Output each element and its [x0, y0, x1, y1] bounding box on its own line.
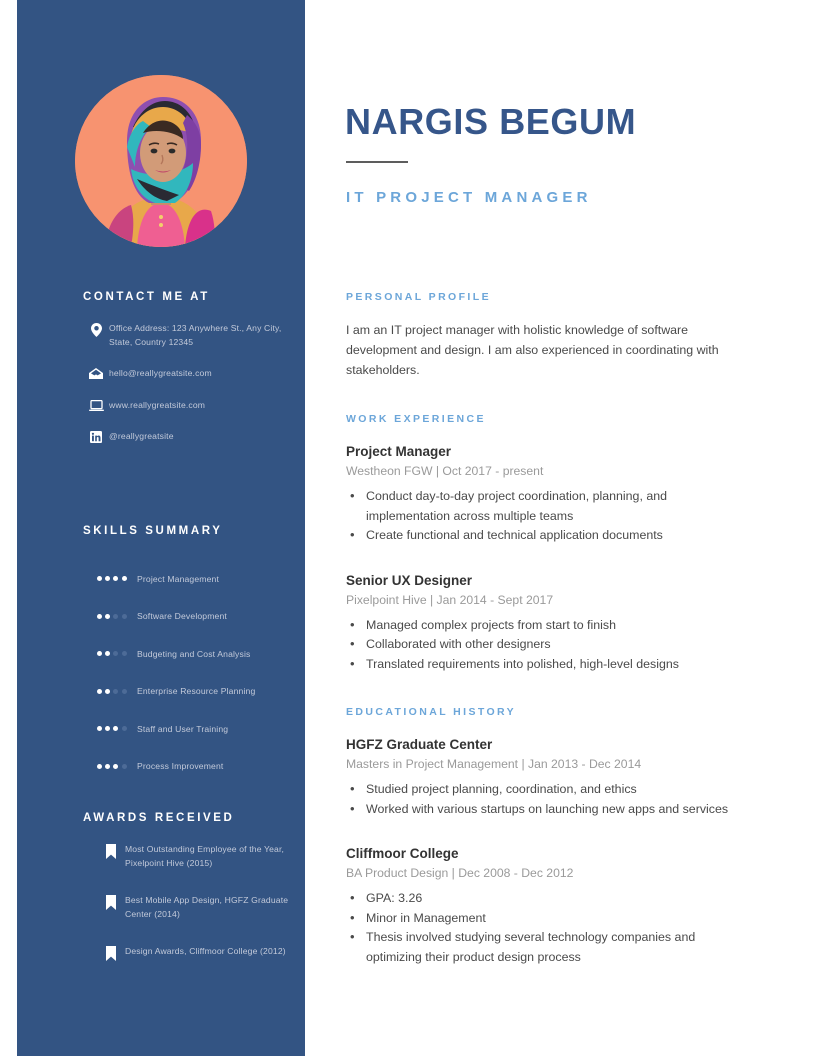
job-entry — [346, 571, 746, 675]
profile-photo — [75, 75, 247, 247]
skills-list — [97, 560, 307, 785]
edu-bullets — [346, 889, 746, 967]
envelope-icon — [83, 367, 109, 379]
bookmark-icon — [97, 894, 125, 910]
job-bullet: • Translated requirements into polished, high-level designs — [346, 655, 746, 675]
skill-dot — [122, 614, 127, 619]
skill-dot — [113, 764, 118, 769]
work-experience-heading: WORK EXPERIENCE — [346, 413, 486, 425]
skill-dot — [113, 651, 118, 656]
main-content — [345, 0, 785, 1056]
contact-website-text: www.reallygreatsite.com — [109, 399, 206, 410]
award-text: Best Mobile App Design, HGFZ Graduate Center (2014) — [125, 895, 289, 919]
skill-row — [97, 635, 307, 673]
location-pin-icon — [83, 322, 109, 337]
skill-dot — [105, 726, 110, 731]
skill-dot — [97, 614, 102, 619]
skill-dot — [122, 726, 127, 731]
edu-bullet: • Minor in Management — [346, 909, 746, 929]
skill-rating — [97, 576, 131, 581]
contact-item-address — [83, 322, 298, 349]
skill-dot — [122, 764, 127, 769]
jobs-container — [346, 442, 746, 674]
linkedin-icon — [83, 430, 109, 443]
skill-row — [97, 748, 307, 786]
educational-history-heading: EDUCATIONAL HISTORY — [346, 706, 517, 718]
awards-list — [97, 843, 297, 985]
edu-title: Cliffmoor College — [346, 846, 459, 861]
award-item — [97, 945, 297, 961]
contact-linkedin-text: @reallygreatsite — [109, 431, 174, 441]
skill-label: Budgeting and Cost Analysis — [137, 648, 251, 659]
edu-bullet: • Worked with various startups on launching new apps and services — [346, 800, 746, 820]
skill-rating — [97, 726, 131, 731]
skill-rating — [97, 651, 131, 656]
skill-label: Software Development — [137, 611, 227, 622]
edu-entry — [346, 844, 746, 967]
job-bullet: • Conduct day-to-day project coordination, planning, and implementation across multiple teams — [346, 487, 746, 526]
award-text: Design Awards, Cliffmoor College (2012) — [125, 946, 286, 956]
skill-dot — [113, 726, 118, 731]
skill-dot — [105, 689, 110, 694]
edu-entry — [346, 735, 746, 819]
edu-subtitle: BA Product Design | Dec 2008 - Dec 2012 — [346, 866, 574, 880]
educational-history-section — [346, 706, 746, 967]
edu-bullet: • Studied project planning, coordination, and ethics — [346, 780, 746, 800]
award-item — [97, 894, 297, 921]
skill-dot — [97, 726, 102, 731]
skill-dot — [97, 651, 102, 656]
skill-rating — [97, 689, 131, 694]
edu-subtitle: Masters in Project Management | Jan 2013 - Dec 2014 — [346, 757, 642, 771]
contact-item-email[interactable] — [83, 367, 298, 381]
personal-profile-section — [346, 291, 736, 380]
skill-row — [97, 673, 307, 711]
job-bullet: • Create functional and technical application documents — [346, 526, 746, 546]
job-bullet: • Managed complex projects from start to finish — [346, 616, 746, 636]
skill-dot — [113, 576, 118, 581]
contact-address-text: Office Address: 123 Anywhere St., Any City, State, Country 12345 — [109, 323, 282, 347]
skill-dot — [105, 614, 110, 619]
edu-bullet: • GPA: 3.26 — [346, 889, 746, 909]
title-divider — [346, 161, 408, 163]
skill-row — [97, 598, 307, 636]
sidebar — [17, 0, 305, 1056]
skill-dot — [105, 576, 110, 581]
candidate-name: NARGIS BEGUM — [345, 101, 637, 142]
portrait-illustration — [75, 75, 247, 247]
skill-dot — [122, 576, 127, 581]
job-title: Project Manager — [346, 444, 452, 459]
edu-bullet: • Thesis involved studying several technology companies and optimizing their product design process — [346, 928, 746, 967]
award-text: Most Outstanding Employee of the Year, Pixelpoint Hive (2015) — [125, 844, 285, 868]
schools-container — [346, 735, 746, 967]
edu-bullets — [346, 780, 746, 819]
work-experience-section — [346, 413, 746, 674]
job-subtitle: Westheon FGW | Oct 2017 - present — [346, 464, 544, 478]
skill-dot — [97, 764, 102, 769]
skill-label: Project Management — [137, 573, 219, 584]
contact-item-linkedin[interactable] — [83, 430, 298, 444]
skill-row — [97, 710, 307, 748]
contact-item-website[interactable] — [83, 399, 298, 413]
skill-label: Staff and User Training — [137, 723, 229, 734]
contact-email-text: hello@reallygreatsite.com — [109, 368, 212, 378]
candidate-job-title: IT PROJECT MANAGER — [346, 189, 592, 206]
award-item — [97, 843, 297, 870]
skill-dot — [122, 689, 127, 694]
skill-dot — [122, 651, 127, 656]
job-title: Senior UX Designer — [346, 572, 473, 588]
skill-dot — [113, 689, 118, 694]
skill-dot — [97, 576, 102, 581]
skill-rating — [97, 614, 131, 619]
awards-section-heading: AWARDS RECEIVED — [83, 812, 235, 824]
laptop-icon — [83, 399, 109, 412]
job-bullet: • Collaborated with other designers — [346, 635, 746, 655]
skill-rating — [97, 764, 131, 769]
contact-list — [83, 322, 298, 458]
job-entry — [346, 442, 746, 546]
bookmark-icon — [97, 945, 125, 961]
skill-dot — [105, 764, 110, 769]
skill-dot — [105, 651, 110, 656]
skill-row — [97, 560, 307, 598]
personal-profile-body: I am an IT project manager with holistic knowledge of software development and design. I am also experienced in coordinating with stakeholders. — [346, 323, 719, 377]
personal-profile-heading: PERSONAL PROFILE — [346, 291, 491, 303]
skill-dot — [113, 614, 118, 619]
skills-section-heading: SKILLS SUMMARY — [83, 525, 223, 537]
job-bullets — [346, 487, 746, 546]
contact-section-heading: CONTACT ME AT — [83, 291, 210, 303]
edu-title: HGFZ Graduate Center — [346, 737, 493, 752]
skill-label: Process Improvement — [137, 761, 224, 772]
skill-dot — [97, 689, 102, 694]
bookmark-icon — [97, 843, 125, 859]
job-bullets — [346, 616, 746, 675]
job-subtitle: Pixelpoint Hive | Jan 2014 - Sept 2017 — [346, 592, 554, 607]
skill-label: Enterprise Resource Planning — [137, 686, 256, 697]
